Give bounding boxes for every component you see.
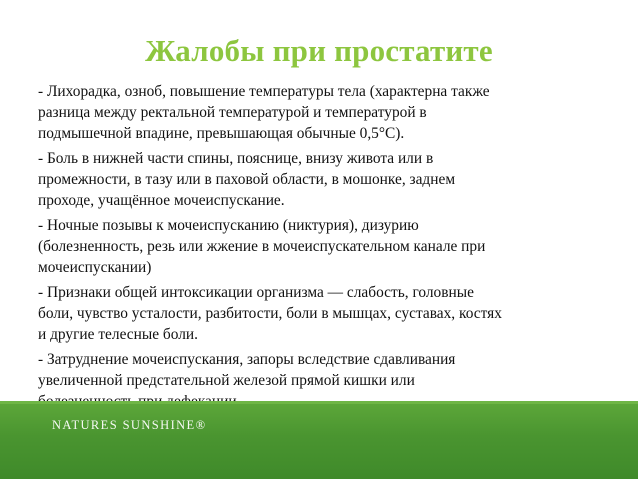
list-item-line: разница между ректальной температурой и температурой в bbox=[38, 104, 427, 121]
list-item bbox=[38, 148, 598, 211]
footer-band bbox=[0, 401, 638, 479]
list-item-line: - Боль в нижней части спины, пояснице, внизу живота или в bbox=[38, 150, 434, 167]
complaints-list bbox=[38, 81, 598, 416]
list-item-line: и другие телесные боли. bbox=[38, 326, 198, 343]
list-item-line: - Признаки общей интоксикации организма — слабость, головные bbox=[38, 284, 474, 301]
registered-mark: ® bbox=[195, 418, 207, 432]
list-item-line: подмышечной впадине, превышающая обычные 0,5°C). bbox=[38, 125, 405, 142]
list-item-line: промежности, в тазу или в паховой области, в мошонке, заднем bbox=[38, 171, 456, 188]
list-item-line: боли, чувство усталости, разбитости, боли в мышцах, суставах, костях bbox=[38, 305, 502, 322]
natures-sunshine-logo bbox=[52, 418, 207, 433]
list-item-line: увеличенной предстательной железой прямой кишки или bbox=[38, 372, 415, 389]
logo-text: NATURES SUNSHINE bbox=[52, 418, 196, 432]
list-item bbox=[38, 282, 598, 345]
list-item-line: - Ночные позывы к мочеиспусканию (никтурия), дизурию bbox=[38, 217, 419, 234]
list-item-line: - Затруднение мочеиспускания, запоры вследствие сдавливания bbox=[38, 351, 456, 368]
list-item bbox=[38, 81, 598, 144]
list-item bbox=[38, 215, 598, 278]
slide-title: Жалобы при простатите bbox=[145, 33, 493, 68]
list-item-line: мочеиспускании) bbox=[38, 259, 152, 276]
list-item-line: - Лихорадка, озноб, повышение температуры тела (характерна также bbox=[38, 83, 490, 100]
list-item-line: (болезненность, резь или жжение в мочеиспускательном канале при bbox=[38, 238, 486, 255]
list-item-line: проходе, учащённое мочеиспускание. bbox=[38, 192, 285, 209]
